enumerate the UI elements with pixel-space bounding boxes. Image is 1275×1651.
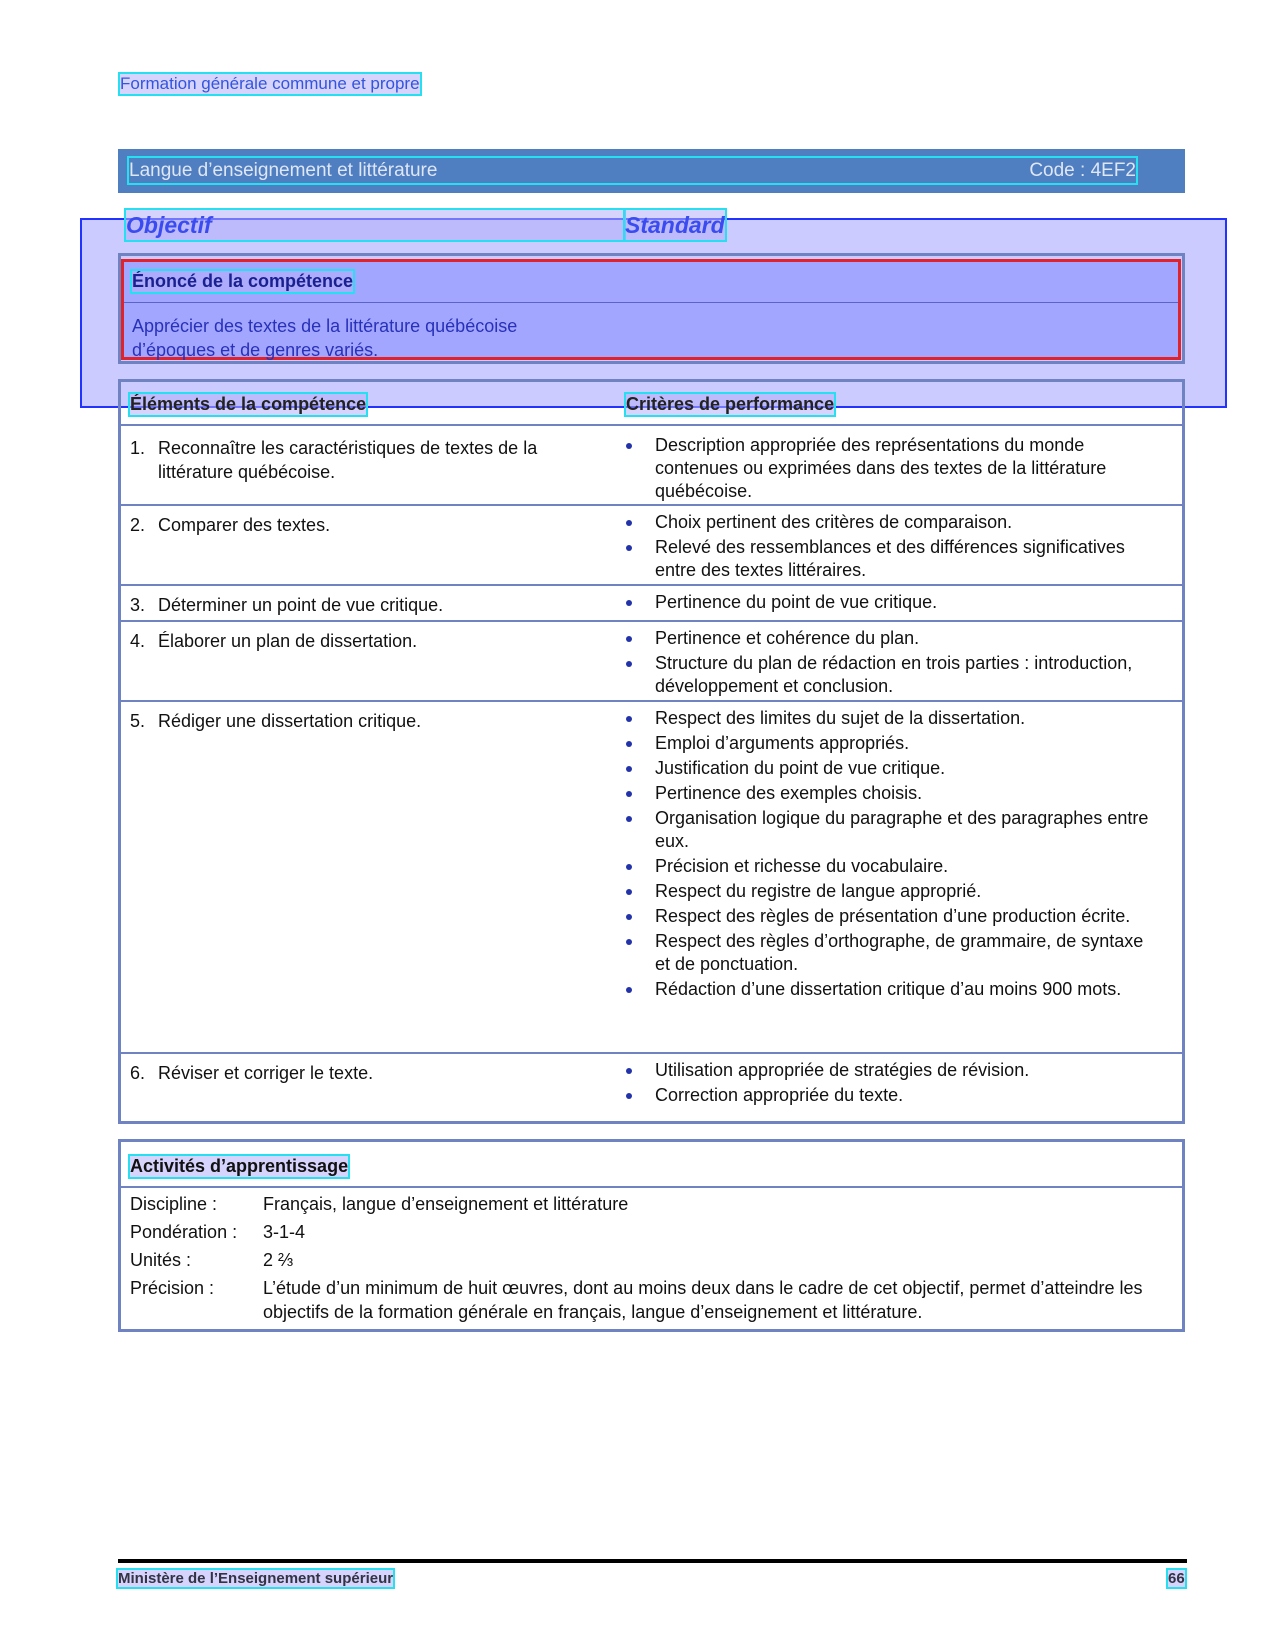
discipline-value: Français, langue d’enseignement et littérature bbox=[263, 1194, 629, 1214]
element-text: 4. Élaborer un plan de dissertation. bbox=[130, 631, 418, 651]
table-row bbox=[121, 1052, 1182, 1123]
discipline-row bbox=[130, 1192, 1170, 1218]
criterion-item: Respect des limites du sujet de la dissertation. bbox=[626, 707, 1156, 730]
unites-value: 2 ⅔ bbox=[263, 1250, 294, 1270]
standard-heading: Standard bbox=[625, 210, 725, 240]
criterion-item: Respect des règles de présentation d’une production écrite. bbox=[626, 905, 1156, 928]
table-row bbox=[121, 620, 1182, 702]
activities-title: Activités d’apprentissage bbox=[130, 1156, 349, 1176]
activities-divider bbox=[121, 1186, 1182, 1188]
table-row bbox=[121, 584, 1182, 622]
criterion-item: Respect des règles d’orthographe, de grammaire, de syntaxe et de ponctuation. bbox=[626, 930, 1156, 976]
table-row bbox=[121, 424, 1182, 506]
objectif-heading: Objectif bbox=[126, 210, 624, 240]
footer-ministry: Ministère de l’Enseignement supérieur bbox=[118, 1570, 394, 1587]
criterion-item: Choix pertinent des critères de comparaison. bbox=[626, 511, 1156, 534]
unites-row bbox=[130, 1248, 1170, 1274]
col-header-elements: Éléments de la compétence bbox=[130, 394, 367, 414]
criterion-item: Justification du point de vue critique. bbox=[626, 757, 1156, 780]
footer-rule bbox=[118, 1559, 1187, 1563]
ponderation-label: Pondération : bbox=[130, 1222, 238, 1242]
precision-row bbox=[130, 1276, 1170, 1328]
precision-value: L’étude d’un minimum de huit œuvres, dont au moins deux dans le cadre de cet objectif, permet d’atteindre les objectifs de la formation générale en français, langue d’enseignement et littérature. bbox=[263, 1278, 1143, 1322]
enonce-divider bbox=[124, 302, 1178, 303]
enonce-panel bbox=[121, 259, 1181, 360]
page-number: 66 bbox=[1168, 1570, 1185, 1587]
unites-label: Unités : bbox=[130, 1250, 192, 1270]
criterion-item: Structure du plan de rédaction en trois parties : introduction, développement et conclusion. bbox=[626, 652, 1156, 698]
precision-label: Précision : bbox=[130, 1278, 215, 1298]
criterion-item: Pertinence des exemples choisis. bbox=[626, 782, 1156, 805]
element-text: 3. Déterminer un point de vue critique. bbox=[130, 595, 444, 615]
ponderation-row bbox=[130, 1220, 1170, 1246]
criterion-item: Respect du registre de langue approprié. bbox=[626, 880, 1156, 903]
element-text: 2. Comparer des textes. bbox=[130, 515, 331, 535]
criterion-item: Description appropriée des représentations du monde contenues ou exprimées dans des textes de la littérature québécoise. bbox=[626, 434, 1156, 503]
discipline-label: Discipline : bbox=[130, 1194, 218, 1214]
element-text: 6. Réviser et corriger le texte. bbox=[130, 1063, 374, 1083]
program-title: Langue d’enseignement et littérature bbox=[129, 159, 438, 181]
element-text: 5. Rédiger une dissertation critique. bbox=[130, 711, 422, 731]
criterion-item: Rédaction d’une dissertation critique d’au moins 900 mots. bbox=[626, 978, 1156, 1001]
title-bar bbox=[118, 149, 1185, 193]
criterion-item: Précision et richesse du vocabulaire. bbox=[626, 855, 1156, 878]
enonce-text: Apprécier des textes de la littérature québécoise d’époques et de genres variés. bbox=[132, 316, 518, 360]
criterion-item: Emploi d’arguments appropriés. bbox=[626, 732, 1156, 755]
criterion-item: Organisation logique du paragraphe et des paragraphes entre eux. bbox=[626, 807, 1156, 853]
table-row bbox=[121, 504, 1182, 586]
criterion-item: Utilisation appropriée de stratégies de révision. bbox=[626, 1059, 1156, 1082]
program-code: Code : 4EF2 bbox=[1029, 159, 1136, 181]
table-row bbox=[121, 700, 1182, 1054]
col-header-criteres: Critères de performance bbox=[626, 394, 835, 414]
element-text: 1. Reconnaître les caractéristiques de textes de la littérature québécoise. bbox=[130, 438, 538, 482]
competence-table bbox=[118, 379, 1185, 1124]
criterion-item: Relevé des ressemblances et des différences significatives entre des textes littéraires. bbox=[626, 536, 1156, 582]
enonce-title: Énoncé de la compétence bbox=[132, 271, 354, 291]
section-label: Formation générale commune et propre bbox=[120, 74, 420, 93]
activities-box bbox=[118, 1139, 1185, 1332]
criterion-item: Correction appropriée du texte. bbox=[626, 1084, 1156, 1107]
criterion-item: Pertinence du point de vue critique. bbox=[626, 591, 1156, 614]
ponderation-value: 3-1-4 bbox=[263, 1222, 306, 1242]
criterion-item: Pertinence et cohérence du plan. bbox=[626, 627, 1156, 650]
